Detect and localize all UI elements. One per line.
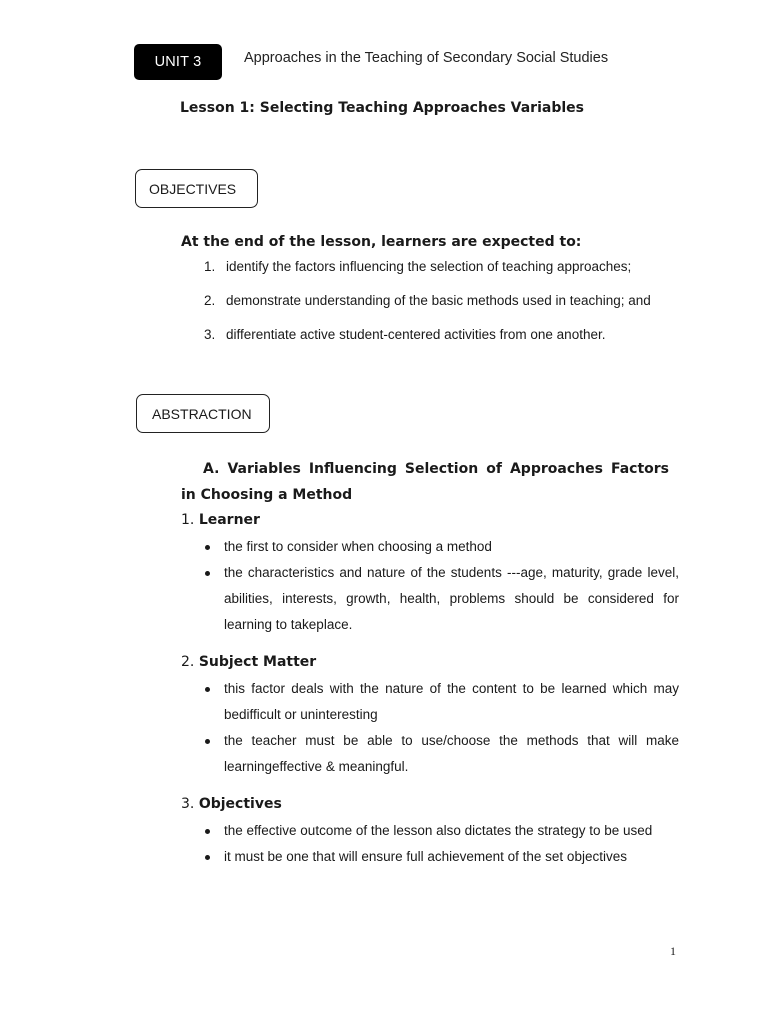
factor-heading-learner xyxy=(181,512,260,528)
objectives-label: OBJECTIVES xyxy=(149,180,237,197)
factor-title: Subject Matter xyxy=(198,654,317,670)
objectives-box xyxy=(135,169,258,208)
objective-number: 1. xyxy=(204,259,216,274)
lesson-title: Lesson 1: Selecting Teaching Approaches Variables xyxy=(180,100,584,116)
objective-text: differentiate active student-centered activities from one another. xyxy=(226,327,606,342)
objectives-intro: At the end of the lesson, learners are expected to: xyxy=(181,234,582,250)
unit-title: Approaches in the Teaching of Secondary Social Studies xyxy=(244,50,609,66)
bullet-dot-icon xyxy=(205,829,210,834)
unit-badge xyxy=(134,44,222,80)
bullet-item xyxy=(205,560,679,638)
bullet-dot-icon xyxy=(205,545,210,550)
objective-number: 2. xyxy=(204,293,216,308)
factor-title: Objectives xyxy=(198,796,282,812)
objective-number: 3. xyxy=(204,327,216,342)
factor-title: Learner xyxy=(198,512,260,528)
bullet-text: it must be one that will ensure full achievement of the set objectives xyxy=(224,849,627,864)
bullet-dot-icon xyxy=(205,855,210,860)
bullet-item xyxy=(205,676,679,728)
abstraction-box xyxy=(136,394,270,433)
bullet-text: the first to consider when choosing a method xyxy=(224,539,492,554)
objective-text: demonstrate understanding of the basic methods used in teaching; and xyxy=(226,293,651,308)
factor-heading-objectives xyxy=(181,796,282,812)
bullet-dot-icon xyxy=(205,739,210,744)
factor-number: 1. xyxy=(181,512,195,528)
bullet-text: the effective outcome of the lesson also dictates the strategy to be used xyxy=(224,823,653,838)
bullet-text: the teacher must be able to use/choose the methods that will make learningeffective & meaningful. xyxy=(224,733,679,774)
factor-number: 2. xyxy=(181,654,195,670)
bullet-item xyxy=(205,728,679,780)
factor-number: 3. xyxy=(181,796,195,812)
bullet-dot-icon xyxy=(205,571,210,576)
bullet-text: this factor deals with the nature of the content to be learned which may bedifficult or uninteresting xyxy=(224,681,679,722)
section-heading: A. Variables Influencing Selection of Approaches Factors in Choosing a Method xyxy=(181,461,669,503)
page-number: 1 xyxy=(670,944,676,958)
bullet-item xyxy=(205,818,679,844)
bullet-item xyxy=(205,844,679,870)
bullet-text: the characteristics and nature of the students ---age, maturity, grade level, abilities, interests, growth, health, problems should be considered for learning to takeplace. xyxy=(224,565,679,632)
objective-text: identify the factors influencing the selection of teaching approaches; xyxy=(226,259,632,274)
bullet-dot-icon xyxy=(205,687,210,692)
unit-label: UNIT 3 xyxy=(154,54,202,70)
abstraction-label: ABSTRACTION xyxy=(152,405,252,422)
bullet-item xyxy=(205,534,679,560)
factor-heading-subject-matter xyxy=(181,654,316,670)
